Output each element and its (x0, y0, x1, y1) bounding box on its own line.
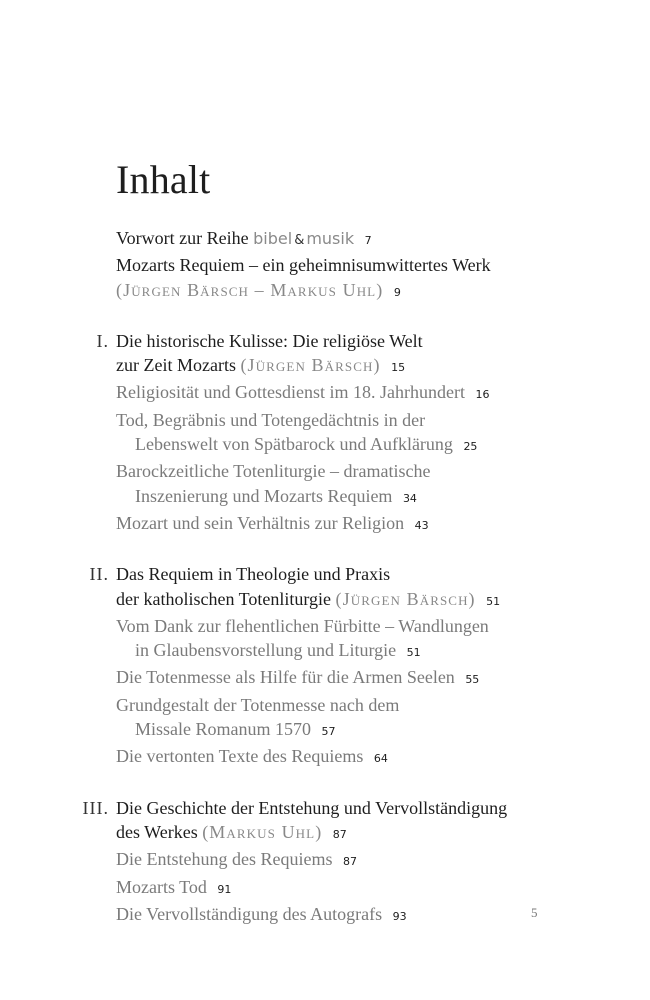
toc-entry[interactable] (116, 744, 636, 771)
series-brand-musik: musik (306, 229, 355, 248)
entry-title: Die Vervollständigung des Autografs (116, 903, 383, 924)
author-name: (Jürgen Bärsch – Markus Uhl) (116, 279, 384, 300)
toc-entry[interactable] (116, 875, 636, 902)
entry-title: Missale Romanum 1570 (135, 719, 311, 740)
toc-entry-cont[interactable] (116, 432, 636, 459)
toc-section-title[interactable] (116, 796, 636, 820)
page-number: 57 (321, 725, 336, 739)
toc-entry-title: Vorwort zur Reihe (116, 228, 249, 248)
entry-title: Vom Dank zur flehentlichen Fürbitte – Wandlungen (116, 615, 489, 636)
entry-title: Lebenswelt von Spätbarock und Aufklärung (135, 434, 453, 455)
toc-section-2 (89, 562, 636, 771)
entry-title: Die vertonten Texte des Requiems (116, 746, 364, 767)
toc-entry-vorwort[interactable] (116, 226, 636, 253)
author-name: (Markus Uhl) (202, 821, 323, 842)
section-title-line: Die historische Kulisse: Die religiöse Welt (116, 330, 423, 351)
section-title-line: Die Geschichte der Entstehung und Vervollständigung (116, 797, 508, 818)
author-name: (Jürgen Bärsch) (335, 588, 476, 609)
entry-title: Die Entstehung des Requiems (116, 849, 333, 870)
entry-title: in Glaubensvorstellung und Liturgie (135, 640, 397, 661)
section-title-line: Das Requiem in Theologie und Praxis (116, 564, 391, 585)
section-title-line: des Werkes (116, 821, 198, 842)
toc-entry[interactable] (116, 408, 636, 432)
page-number: 87 (332, 827, 347, 841)
entry-title: Mozart und sein Verhältnis zur Religion (116, 512, 405, 533)
table-of-contents (82, 226, 636, 929)
entry-title: Tod, Begräbnis und Totengedächtnis in der (116, 409, 426, 430)
toc-entry-mozart-requiem-author (116, 278, 636, 305)
toc-section-title-cont[interactable] (116, 587, 636, 614)
entry-title: Inszenierung und Mozarts Requiem (135, 485, 393, 506)
toc-entry[interactable] (116, 847, 636, 874)
entry-title: Die Totenmesse als Hilfe für die Armen Seelen (116, 667, 455, 688)
toc-entry[interactable] (116, 614, 636, 638)
entry-title: Mozarts Tod (116, 876, 207, 897)
series-brand-bibel: bibel (253, 229, 293, 248)
toc-entry-title: Mozarts Requiem – ein geheimnisumwittertes Werk (116, 255, 491, 276)
toc-section-title-cont[interactable] (116, 353, 636, 380)
toc-entry-cont[interactable] (116, 638, 636, 665)
toc-entry-cont[interactable] (116, 717, 636, 744)
page-number: 55 (465, 673, 480, 687)
toc-section-title[interactable] (116, 562, 636, 586)
page-number: 9 (393, 285, 401, 299)
toc-entry[interactable] (116, 511, 636, 538)
toc-entry[interactable] (116, 380, 636, 407)
page-number: 7 (364, 234, 372, 247)
toc-section-title[interactable] (116, 329, 636, 353)
toc-section-title-cont[interactable] (116, 820, 636, 847)
toc-entry-mozart-requiem[interactable] (116, 253, 636, 277)
entry-title: Barockzeitliche Totenliturgie – dramatische (116, 461, 431, 482)
page-number: 34 (402, 491, 417, 505)
page-number: 51 (486, 594, 501, 608)
page-number: 91 (217, 882, 232, 896)
toc-entry[interactable] (116, 459, 636, 483)
toc-entry[interactable] (116, 693, 636, 717)
toc-section-1 (96, 329, 636, 538)
page-number: 51 (406, 646, 421, 660)
page-folio: 5 (531, 905, 538, 920)
series-brand-ampersand: & (294, 233, 305, 248)
page-number: 64 (373, 752, 388, 766)
section-title-line: zur Zeit Mozarts (116, 355, 236, 376)
page-number: 43 (414, 518, 429, 532)
section-number: I. (96, 330, 109, 351)
entry-title: Grundgestalt der Totenmesse nach dem (116, 694, 400, 715)
toc-entry[interactable] (116, 665, 636, 692)
toc-entry[interactable] (116, 902, 636, 929)
page-number: 15 (391, 361, 406, 375)
page-number: 25 (463, 440, 478, 454)
toc-section-3 (82, 796, 636, 929)
page-number: 16 (475, 388, 490, 402)
page-number: 87 (342, 855, 357, 869)
section-title-line: der katholischen Totenliturgie (116, 588, 332, 609)
author-name: (Jürgen Bärsch) (240, 355, 381, 376)
section-number: II. (89, 564, 109, 585)
page-number: 93 (392, 909, 407, 923)
toc-entry-cont[interactable] (116, 484, 636, 511)
section-number: III. (82, 797, 109, 818)
page-title: Inhalt (116, 157, 211, 202)
entry-title: Religiosität und Gottesdienst im 18. Jahrhundert (116, 382, 465, 403)
